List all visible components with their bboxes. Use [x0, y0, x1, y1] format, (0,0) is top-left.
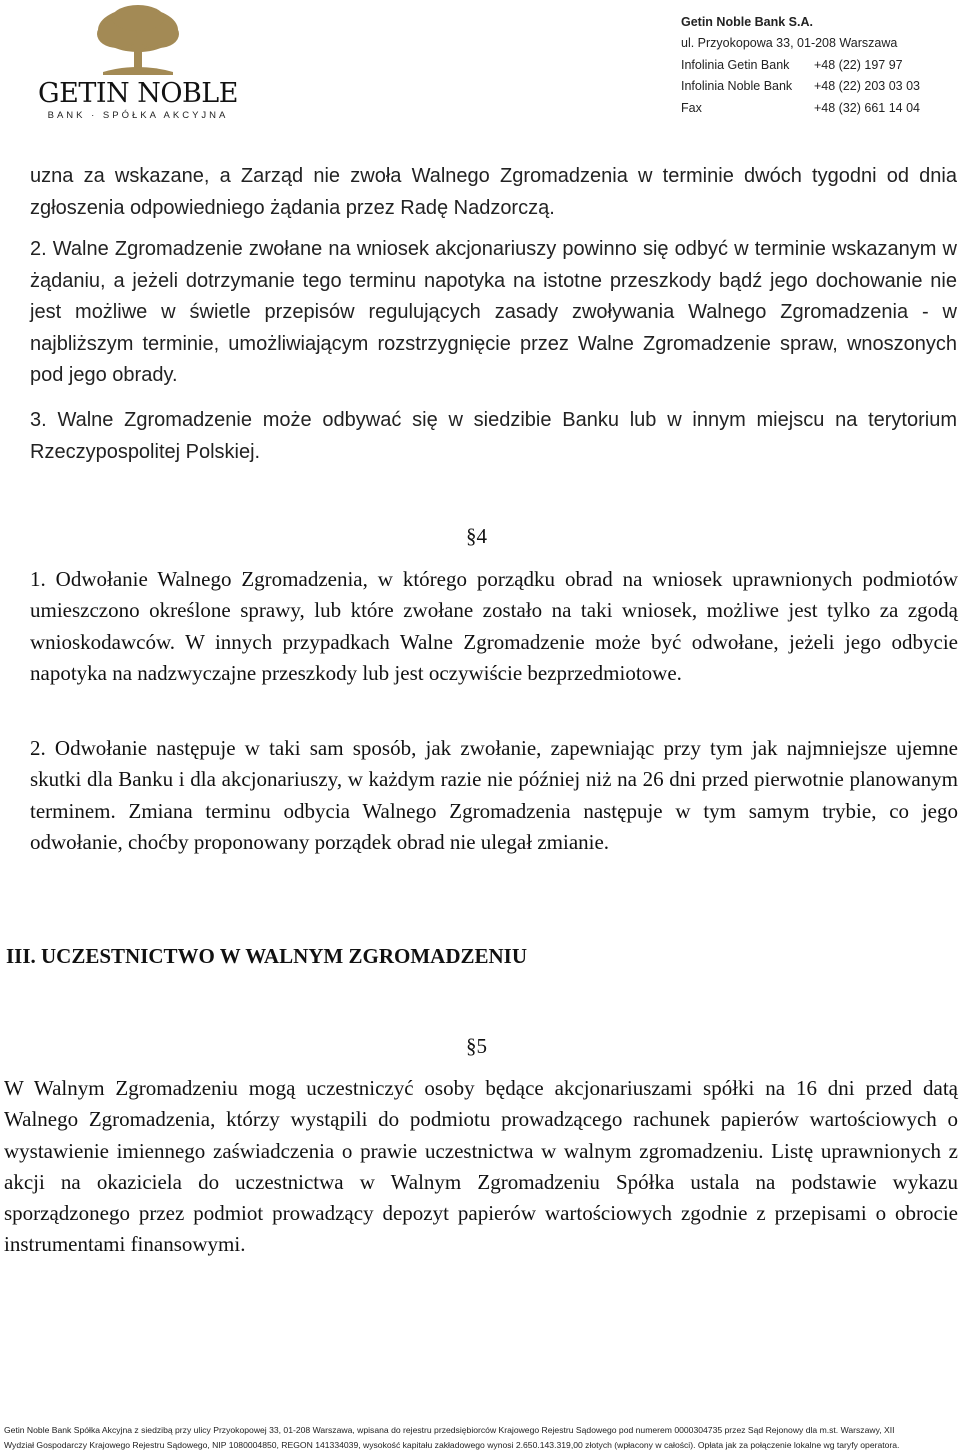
fax-row: [681, 98, 920, 120]
paragraph-4-1: 1. Odwołanie Walnego Zgromadzenia, w którego porządku obrad na wniosek uprawnionych podmiotów umieszczono określone sprawy, lub które zwołane zostało na taki wniosek, możliwe jest tylko za zgodą wnioskodawców. W innych przypadkach Walne Zgromadzenie może być odwołane, jeżeli jego odbycie napotyka na nadzwyczajne przeszkody lub jest oczywiście bezprzedmiotowe.: [30, 567, 958, 685]
section-4-marker: §4: [466, 524, 487, 548]
fax-label: Fax: [681, 100, 702, 115]
paragraph-3-3: 3. Walne Zgromadzenie może odbywać się w siedzibie Banku lub w innym miejscu na terytorium Rzeczypospolitej Polskiej.: [30, 409, 957, 463]
hotline-noble-row: [681, 76, 920, 98]
contact-block: [681, 12, 920, 119]
section-5-marker: §5: [466, 1034, 487, 1058]
paragraph-3-2: 2. Walne Zgromadzenie zwołane na wniosek akcjonariuszy powinno się odbyć w terminie wskazanym w żądaniu, a jeżeli dotrzymanie tego terminu napotyka na istotne przeszkody bądź jego dochowanie nie jest możliwe w świetle przepisów regulujących zasady zwoływania Walnego Zgromadzenia - w najbliższym terminie, umożliwiającym rozstrzygnięcie przez Walne Zgromadzenie spraw, wnoszonych pod jego obrady.: [30, 238, 957, 386]
tree-icon: [93, 4, 183, 76]
hotline-noble-number[interactable]: +48 (22) 203 03 03: [814, 79, 920, 93]
hotline-getin-row: [681, 55, 920, 77]
paragraph-continuation: uzna za wskazane, a Zarząd nie zwoła Walnego Zgromadzenia w terminie dwóch tygodni od dnia zgłoszenia odpowiedniego żądania przez Radę Nadzorczą.: [30, 165, 957, 219]
fax-number: +48 (32) 661 14 04: [814, 100, 920, 115]
address-row: [681, 33, 920, 55]
paragraph-5: W Walnym Zgromadzeniu mogą uczestniczyć osoby będące akcjonariuszami spółki na 16 dni przed datą Walnego Zgromadzenia, którzy wystąpili do podmiotu prowadzącego rachunek papierów wartościowych o wystawienie imiennego zaświadczenia o prawie uczestnictwa w walnym zgromadzeniu. Listę uprawnionych z akcji na okaziciela do uczestnictwa w Walnym Zgromadzeniu Spółka ustala na podstawie wykazu sporządzonego przez podmiot prowadzący depozyt papierów wartościowych zgodnie z przepisami o obrocie instrumentami finansowymi.: [4, 1076, 958, 1257]
footer-line-2: Wydział Gospodarczy Krajowego Rejestru Sądowego, NIP 1080004850, REGON 141334039, wysokość kapitału zakładowego wynosi 2.650.143.319,00 złotych (wpłacony w całości). Opłata jak za połączenie lokalne wg taryfy operatora.: [4, 1440, 900, 1450]
bank-logo: [38, 4, 238, 122]
chapter-heading-3: III. UCZESTNICTWO W WALNYM ZGROMADZENIU: [6, 944, 528, 968]
hotline-noble-label: Infolinia Noble Bank: [681, 79, 793, 93]
address-text: ul. Przyokopowa 33, 01-208 Warszawa: [681, 36, 898, 50]
hotline-getin-number[interactable]: +48 (22) 197 97: [814, 57, 903, 72]
footer-line-1: Getin Noble Bank Spółka Akcyjna z siedzibą przy ulicy Przyokopowej 33, 01-208 Warszawa, wpisana do rejestru przedsiębiorców Krajowego Rejestru Sądowego pod numerem 0000304735 przez Sąd Rejonowy dla m.st. Warszawy, XII: [4, 1425, 895, 1435]
hotline-getin-label: Infolinia Getin Bank: [681, 57, 790, 72]
paragraph-4-2: 2. Odwołanie następuje w taki sam sposób, jak zwołanie, zapewniając przy tym jak najmniejsze ujemne skutki dla Banku i dla akcjonariuszy, w każdym razie nie później niż na 26 dni przed pierwotnie planowanym terminem. Zmiana terminu odbycia Walnego Zgromadzenia następuje w tym samym trybie, co jego odwołanie, choćby proponowany porządek obrad nie ulegał zmianie.: [30, 736, 958, 854]
bank-name: Getin Noble Bank S.A.: [681, 15, 813, 29]
logo-tagline: BANK · SPÓŁKA AKCYJNA: [47, 110, 229, 121]
logo-brand-name: GETIN NOBLE: [38, 78, 238, 109]
